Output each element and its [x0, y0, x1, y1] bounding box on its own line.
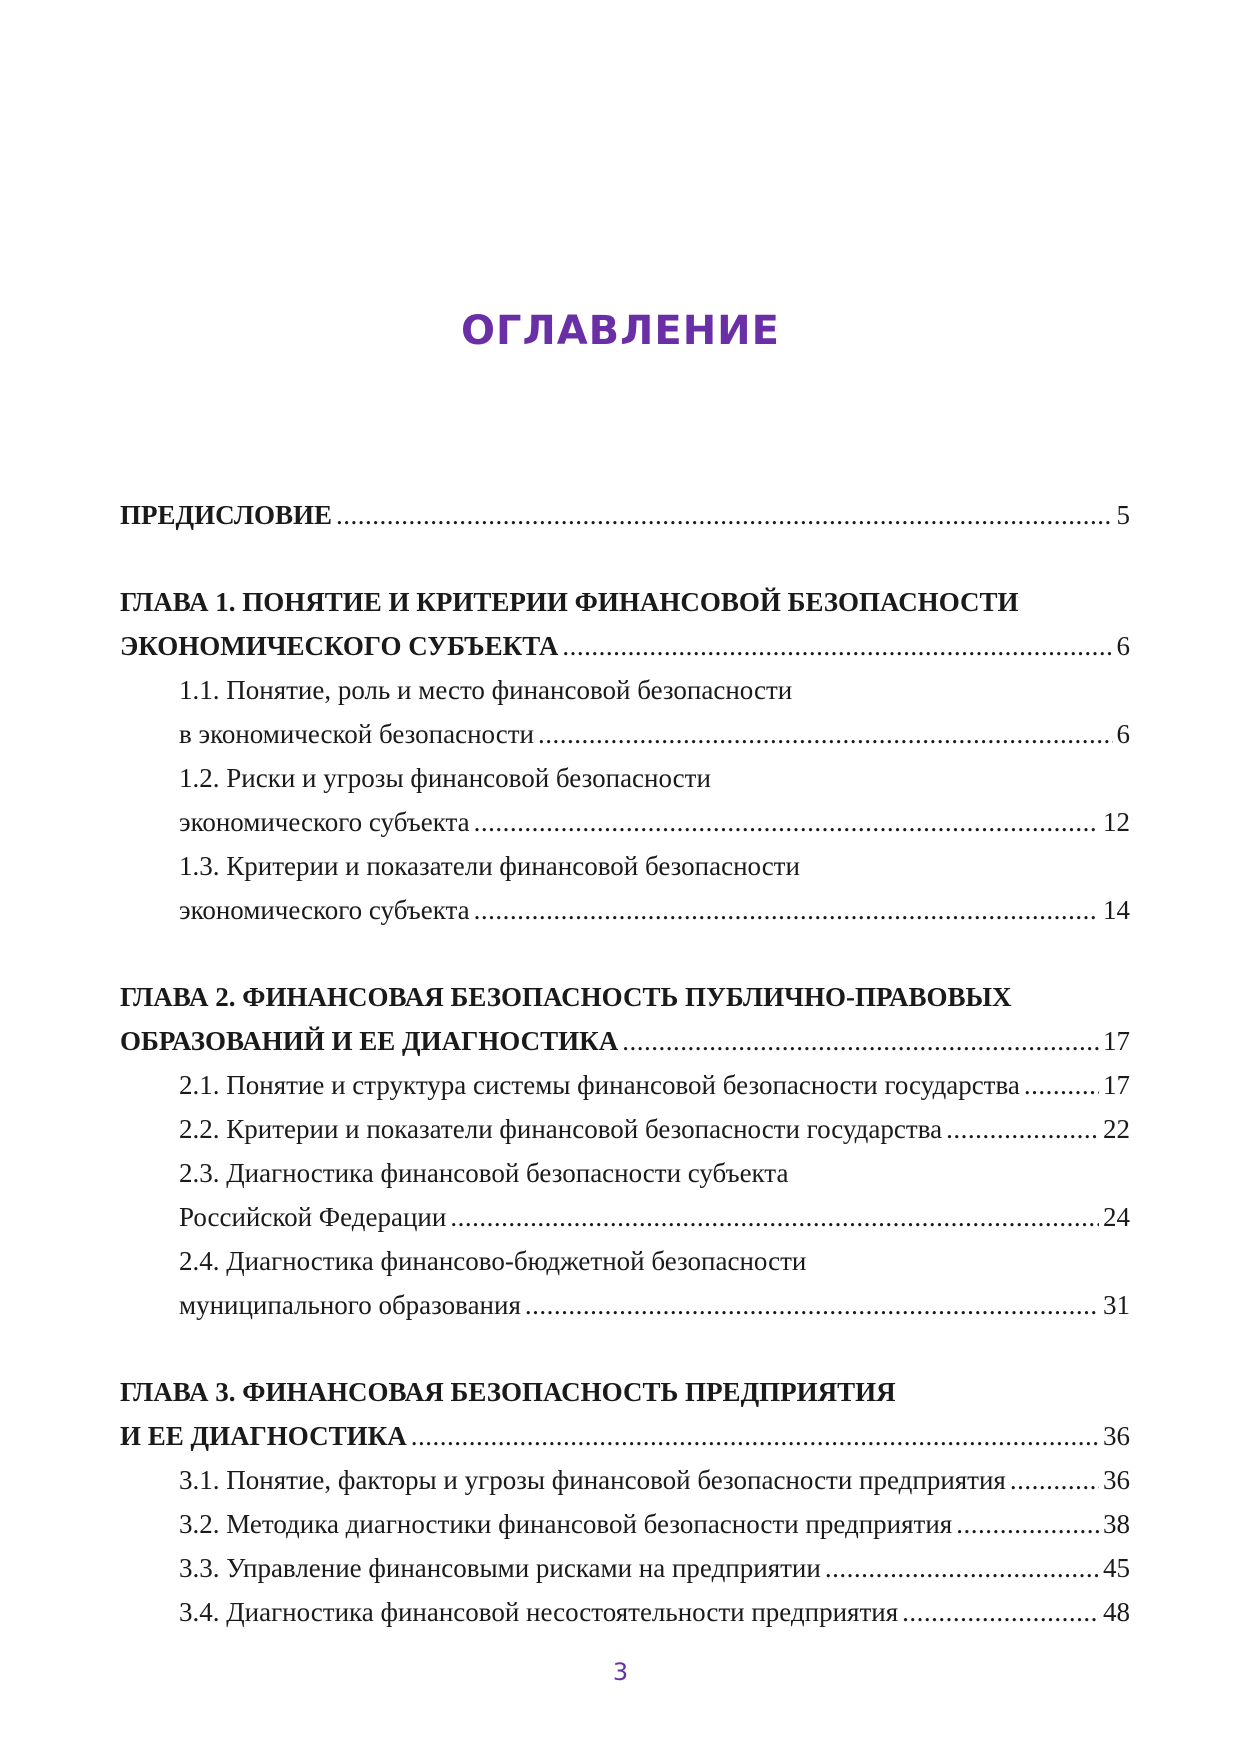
toc-entry-text: 1.2. Риски и угрозы финансовой безопасности: [179, 763, 711, 793]
toc-entry-section-3-1[interactable]: [179, 1462, 1130, 1498]
dot-leader: [902, 1594, 1099, 1630]
toc-page-number: 14: [1103, 895, 1130, 925]
toc-entry-section-3-3[interactable]: [179, 1550, 1130, 1586]
toc-page-number: 6: [1116, 631, 1130, 661]
toc-entry-text: 2.3. Диагностика финансовой безопасности субъекта: [179, 1158, 789, 1188]
toc-entry-text: 2.4. Диагностика финансово-бюджетной безопасности: [179, 1246, 807, 1276]
toc-page-number: 36: [1103, 1465, 1130, 1495]
dot-leader: [450, 1199, 1099, 1235]
toc-entry-section-2-3-line-1[interactable]: [179, 1155, 1130, 1191]
page-number: 3: [612, 1658, 629, 1686]
toc-page-number: 38: [1103, 1509, 1130, 1539]
dot-leader: [622, 1023, 1099, 1059]
toc-entry-section-3-4[interactable]: [179, 1594, 1130, 1630]
dot-leader: [946, 1111, 1099, 1147]
toc-page-number: 48: [1103, 1597, 1130, 1627]
toc-entry-text: 3.4. Диагностика финансовой несостоятельности предприятия: [179, 1597, 899, 1627]
toc-entry-preface[interactable]: [120, 497, 1130, 533]
toc-entry-text: 3.1. Понятие, факторы и угрозы финансовой безопасности предприятия: [179, 1465, 1006, 1495]
toc-entry-text: ГЛАВА 2. ФИНАНСОВАЯ БЕЗОПАСНОСТЬ ПУБЛИЧНО-ПРАВОВЫХ: [120, 982, 1012, 1012]
toc-entry-text: 1.1. Понятие, роль и место финансовой безопасности: [179, 675, 793, 705]
toc-entry-text: И ЕЕ ДИАГНОСТИКА: [120, 1421, 407, 1451]
toc-page-number: 24: [1103, 1202, 1130, 1232]
toc-entry-section-1-2[interactable]: [179, 804, 1130, 840]
toc-entry-chapter-2[interactable]: [120, 1023, 1130, 1059]
dot-leader: [474, 804, 1099, 840]
toc-entry-text: 2.2. Критерии и показатели финансовой безопасности государства: [179, 1114, 943, 1144]
toc-entry-text: ГЛАВА 3. ФИНАНСОВАЯ БЕЗОПАСНОСТЬ ПРЕДПРИЯТИЯ: [120, 1377, 896, 1407]
toc-entry-text: экономического субъекта: [179, 807, 470, 837]
dot-leader: [525, 1287, 1099, 1323]
dot-leader: [956, 1506, 1099, 1542]
toc-page-number: 5: [1116, 500, 1130, 530]
toc-entry-text: ГЛАВА 1. ПОНЯТИЕ И КРИТЕРИИ ФИНАНСОВОЙ БЕЗОПАСНОСТИ: [120, 587, 1019, 617]
toc-entry-section-2-2[interactable]: [179, 1111, 1130, 1147]
dot-leader: [825, 1550, 1099, 1586]
toc-entry-section-1-1-line-1[interactable]: [179, 672, 1130, 708]
toc-entry-section-1-1[interactable]: [179, 716, 1130, 752]
toc-entry-chapter-1[interactable]: [120, 628, 1130, 664]
toc-entry-chapter-3[interactable]: [120, 1418, 1130, 1454]
page-title: ОГЛАВЛЕНИЕ: [461, 308, 780, 354]
toc-entry-section-2-4[interactable]: [179, 1287, 1130, 1323]
toc-entry-text: 1.3. Критерии и показатели финансовой безопасности: [179, 851, 800, 881]
toc-entry-section-2-4-line-1[interactable]: [179, 1243, 1130, 1279]
toc-entry-text: ПРЕДИСЛОВИЕ: [120, 500, 333, 530]
dot-leader: [411, 1418, 1099, 1454]
toc-entry-chapter-2-line-1[interactable]: [120, 979, 1130, 1015]
toc-entry-section-1-3[interactable]: [179, 892, 1130, 928]
dot-leader: [538, 716, 1113, 752]
toc-page-number: 36: [1103, 1421, 1130, 1451]
toc-page-number: 6: [1116, 719, 1130, 749]
toc-entry-section-3-2[interactable]: [179, 1506, 1130, 1542]
toc-entry-text: в экономической безопасности: [179, 719, 534, 749]
toc-entry-chapter-3-line-1[interactable]: [120, 1374, 1130, 1410]
dot-leader: [562, 628, 1112, 664]
toc-entry-text: муниципального образования: [179, 1290, 521, 1320]
dot-leader: [336, 497, 1112, 533]
toc-entry-chapter-1-line-1[interactable]: [120, 584, 1130, 620]
toc-entry-text: ЭКОНОМИЧЕСКОГО СУБЪЕКТА: [120, 631, 559, 661]
toc-entry-text: экономического субъекта: [179, 895, 470, 925]
dot-leader: [474, 892, 1099, 928]
toc-entry-section-2-1[interactable]: [179, 1067, 1130, 1103]
toc-page-number: 22: [1103, 1114, 1130, 1144]
toc-page-number: 45: [1103, 1553, 1130, 1583]
dot-leader: [1024, 1067, 1099, 1103]
toc-page-number: 17: [1103, 1026, 1130, 1056]
toc-entry-text: ОБРАЗОВАНИЙ И ЕЕ ДИАГНОСТИКА: [120, 1026, 619, 1056]
toc-entry-text: 3.2. Методика диагностики финансовой безопасности предприятия: [179, 1509, 953, 1539]
toc-entry-text: Российской Федерации: [179, 1202, 447, 1232]
toc-entry-section-1-3-line-1[interactable]: [179, 848, 1130, 884]
toc-page-number: 31: [1103, 1290, 1130, 1320]
toc-page-number: 12: [1103, 807, 1130, 837]
toc-entry-text: 3.3. Управление финансовыми рисками на предприятии: [179, 1553, 821, 1583]
toc-entry-section-2-3[interactable]: [179, 1199, 1130, 1235]
toc-entry-text: 2.1. Понятие и структура системы финансовой безопасности государства: [179, 1070, 1020, 1100]
toc-page-number: 17: [1103, 1070, 1130, 1100]
toc-entry-section-1-2-line-1[interactable]: [179, 760, 1130, 796]
dot-leader: [1010, 1462, 1099, 1498]
